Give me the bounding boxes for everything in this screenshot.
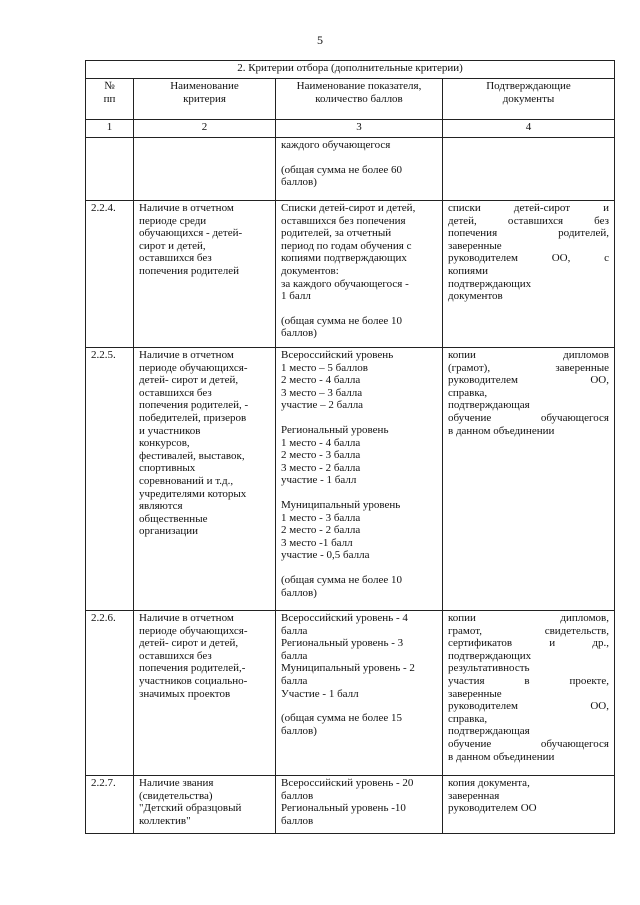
cell-line: 1 балл [281, 290, 311, 303]
cell-line: оставшихся без [139, 252, 212, 265]
cell-line: баллов) [281, 327, 317, 340]
cell-line: справка, [448, 386, 488, 399]
criterion-indicator [276, 348, 443, 611]
criterion-row [86, 776, 615, 834]
cell-line: периоде обучающихся- [139, 624, 248, 637]
cell-line: участие – 2 балла [281, 399, 364, 412]
cell-line: Наименование [170, 80, 239, 92]
cell-line: каждого обучающегося [281, 139, 391, 151]
cell-line: Подтверждающие [486, 80, 571, 92]
cell-line: участие - 0,5 балла [281, 549, 370, 562]
criterion-number: 2.2.4. [86, 201, 134, 348]
cell-line: грамот, свидетельств, [448, 624, 609, 637]
cell-line: 1 место - 4 балла [281, 436, 361, 449]
criterion-name [134, 611, 276, 776]
cell-line: балла [281, 649, 308, 662]
criterion-name [134, 348, 276, 611]
cell-line: попечения родителей, [448, 227, 609, 240]
criterion-indicator [276, 201, 443, 348]
cell-line: оставшихся без [139, 649, 212, 662]
cell-line: попечения родителей, - [139, 399, 249, 412]
cell-line: в данном объединении [448, 424, 555, 437]
cell-line: (общая сумма не более 10 [281, 314, 402, 327]
cell-line: сирот и детей, [139, 239, 206, 252]
cell-line: 2 место - 2 балла [281, 524, 361, 537]
cell-line: оставшихся без попечения [281, 214, 406, 227]
cell-line: Списки детей-сирот и детей, [281, 202, 416, 214]
cell-line: баллов) [281, 724, 317, 737]
column-number: 2 [134, 120, 276, 138]
criterion-number: 2.2.5. [86, 348, 134, 611]
cell-line: документов [448, 290, 503, 303]
line-gap [281, 487, 437, 499]
cell-line: баллов) [281, 586, 317, 599]
cell-line: победителей, призеров [139, 411, 247, 424]
cell-line: списки детей-сирот и [448, 202, 609, 214]
cell-line: значимых проектов [139, 687, 231, 700]
cell-line: попечения родителей [139, 264, 239, 277]
cell-line: детей- сирот и детей, [139, 374, 239, 387]
cell-line: участников социально- [139, 674, 248, 687]
cell-line: Региональный уровень - 3 [281, 637, 404, 650]
cell-line: (общая сумма не более 60 [281, 163, 402, 176]
cell-line: результативность [448, 662, 530, 675]
cell-line: копиями [448, 264, 488, 277]
page-number: 5 [317, 33, 323, 47]
cell-line: руководителем ОО [448, 802, 537, 815]
continuation-name [134, 138, 276, 201]
cell-line: руководителем ОО, [448, 700, 609, 713]
criterion-documents [443, 776, 615, 834]
cell-line: общественные [139, 512, 208, 525]
cell-line: 1 место - 3 балла [281, 511, 361, 524]
cell-line: копии дипломов, [448, 612, 609, 624]
cell-line: критерия [183, 92, 226, 105]
section-title: 2. Критерии отбора (дополнительные критерии) [86, 61, 615, 79]
cell-line: периоде среди [139, 214, 207, 227]
criterion-indicator [276, 776, 443, 834]
cell-line: оставшихся без [139, 386, 212, 399]
cell-line: количество баллов [315, 92, 403, 105]
cell-line: Всероссийский уровень - 4 [281, 612, 408, 624]
line-gap [281, 412, 437, 424]
cell-line: сертификатов и др., [448, 637, 609, 650]
criterion-documents [443, 201, 615, 348]
cell-line: конкурсов, [139, 437, 190, 450]
cell-line: обучение обучающегося [448, 737, 609, 750]
cell-line: организации [139, 525, 199, 538]
criterion-documents [443, 611, 615, 776]
cell-line: обучение обучающегося [448, 411, 609, 424]
cell-line: Наличие в отчетном [139, 349, 234, 361]
criteria-table [85, 60, 615, 834]
line-gap [281, 303, 437, 315]
cell-line: (общая сумма не более 15 [281, 712, 402, 725]
cell-line: Всероссийский уровень [281, 349, 394, 361]
cell-line: балла [281, 624, 308, 637]
cell-line: баллов) [281, 176, 317, 189]
cell-line: 2 место - 3 балла [281, 449, 361, 462]
cell-line: коллектив" [139, 814, 191, 827]
criterion-row [86, 611, 615, 776]
cell-line: Наличие в отчетном [139, 612, 234, 624]
cell-line: документов: [281, 264, 339, 277]
criterion-name [134, 776, 276, 834]
cell-line: (свидетельства) [139, 789, 213, 802]
cell-line: баллов [281, 814, 314, 827]
criterion-name [134, 201, 276, 348]
cell-line: попечения родителей,- [139, 662, 246, 675]
cell-line: 3 место – 3 балла [281, 386, 363, 399]
cell-line: Наличие звания [139, 777, 214, 789]
cell-line: руководителем ОО, с [448, 252, 609, 265]
cell-line: заверенные [448, 687, 502, 700]
cell-line: обучающихся - детей- [139, 227, 243, 240]
continuation-docs [443, 138, 615, 201]
cell-line: 3 место - 2 балла [281, 461, 361, 474]
cell-line: справка, [448, 712, 488, 725]
cell-line: копии дипломов [448, 349, 609, 361]
cell-line: Всероссийский уровень - 20 [281, 777, 414, 789]
cell-line: баллов [281, 789, 314, 802]
cell-line: копиями подтверждающих [281, 252, 407, 265]
line-gap [281, 700, 437, 712]
cell-line: периоде обучающихся- [139, 361, 248, 374]
cell-line: родителей, за отчетный [281, 227, 392, 240]
criterion-row [86, 348, 615, 611]
header-num [86, 79, 134, 120]
cell-line: спортивных [139, 462, 196, 475]
cell-line: детей, оставшихся без [448, 214, 609, 227]
header-docs [443, 79, 615, 120]
cell-line: 3 место -1 балл [281, 536, 353, 549]
line-gap [281, 152, 437, 164]
cell-line: подтверждающих [448, 277, 532, 290]
cell-line: документы [502, 92, 555, 105]
cell-line: Региональный уровень -10 [281, 802, 406, 815]
header-name [134, 79, 276, 120]
cell-line: являются [139, 500, 183, 513]
cell-line: соревнований и т.д., [139, 474, 234, 487]
header-indicator [276, 79, 443, 120]
cell-line: пп [103, 92, 116, 105]
cell-line: (грамот), заверенные [448, 361, 609, 374]
cell-line: Муниципальный уровень - 2 [281, 662, 415, 675]
cell-line: за каждого обучающегося - [281, 277, 409, 290]
cell-line: период по годам обучения с [281, 239, 412, 252]
continuation-row [86, 138, 615, 201]
cell-line: "Детский образцовый [139, 802, 242, 815]
cell-line: Наличие в отчетном [139, 202, 234, 214]
cell-line: заверенная [448, 789, 500, 802]
cell-line: подтверждающих [448, 649, 532, 662]
cell-line: Муниципальный уровень [281, 498, 401, 511]
cell-line: фестивалей, выставок, [139, 449, 245, 462]
criterion-number: 2.2.6. [86, 611, 134, 776]
criterion-documents [443, 348, 615, 611]
line-gap [281, 562, 437, 574]
cell-line: Наименование показателя, [296, 80, 422, 92]
cell-line: копия документа, [448, 777, 530, 789]
criterion-indicator [276, 611, 443, 776]
header-row [86, 79, 615, 120]
cell-line: 2 место - 4 балла [281, 374, 361, 387]
continuation-indicator [276, 138, 443, 201]
column-number-row [86, 120, 615, 138]
column-number: 1 [86, 120, 134, 138]
cell-line: в данном объединении [448, 750, 555, 763]
cell-line: участия в проекте, [448, 674, 609, 687]
continuation-num [86, 138, 134, 201]
column-number: 4 [443, 120, 615, 138]
cell-line: детей- сирот и детей, [139, 637, 239, 650]
cell-line: Участие - 1 балл [281, 687, 359, 700]
cell-line: подтверждающая [448, 725, 530, 738]
cell-line: участие - 1 балл [281, 474, 357, 487]
criterion-number: 2.2.7. [86, 776, 134, 834]
column-number: 3 [276, 120, 443, 138]
cell-line: Региональный уровень [281, 423, 389, 436]
cell-line: учредителями которых [139, 487, 247, 500]
criterion-row [86, 201, 615, 348]
section-title-row [86, 61, 615, 79]
cell-line: (общая сумма не более 10 [281, 573, 402, 586]
cell-line: заверенные [448, 239, 502, 252]
cell-line: № [104, 80, 115, 92]
cell-line: подтверждающая [448, 399, 530, 412]
cell-line: руководителем ОО, [448, 374, 609, 387]
cell-line: балла [281, 674, 308, 687]
cell-line: и участников [139, 424, 201, 437]
cell-line: 1 место – 5 баллов [281, 361, 368, 374]
